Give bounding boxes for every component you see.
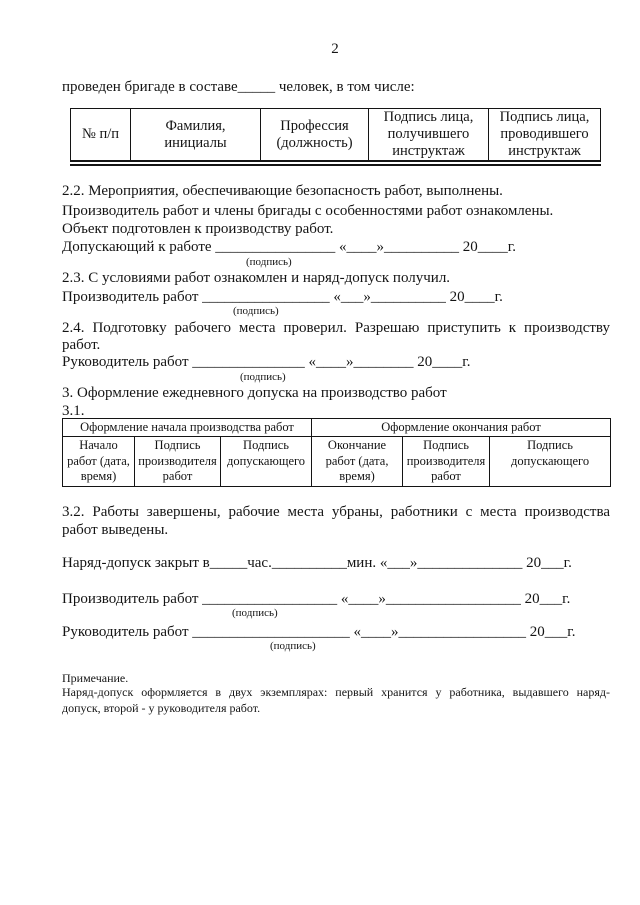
section-3-2-line-2: работ выведены.	[62, 522, 169, 538]
header-cell-profession: Профессия (должность)	[261, 109, 369, 164]
section-2-2-line-2: Производитель работ и члены бригады с особенностями работ ознакомлены.	[62, 203, 554, 219]
intro-line: проведен бригаде в составе_____ человек, в том числе:	[62, 79, 415, 95]
signature-caption: (подпись)	[246, 256, 292, 268]
header-cell-receiver-signature: Подпись лица, получившего инструктаж	[369, 109, 489, 164]
section-2-2-line-1: 2.2. Мероприятия, обеспечивающие безопасность работ, выполнены.	[62, 183, 503, 199]
group-header-start: Оформление начала производства работ	[63, 419, 312, 437]
header-cell-end-admitting-signature: Подпись допускающего	[490, 437, 611, 487]
header-cell-start-datetime: Начало работ (дата, время)	[63, 437, 135, 487]
note-line-2: допуск, второй - у руководителя работ.	[62, 701, 261, 715]
header-cell-number: № п/п	[71, 109, 131, 164]
header-cell-start-admitting-signature: Подпись допускающего	[221, 437, 312, 487]
header-cell-end-producer-signature: Подпись производителя работ	[403, 437, 490, 487]
manager-signature-line: Руководитель работ _______________ «____»________ 20____г.	[62, 354, 471, 370]
header-cell-name: Фамилия, инициалы	[131, 109, 261, 164]
group-header-end: Оформление окончания работ	[312, 419, 611, 437]
section-3-title: 3. Оформление ежедневного допуска на производство работ	[62, 385, 447, 401]
signature-caption: (подпись)	[240, 371, 286, 383]
briefing-table-header-row	[71, 109, 601, 164]
section-2-3-title: 2.3. С условиями работ ознакомлен и наряд-допуск получил.	[62, 270, 451, 286]
daily-table-group-header-row	[63, 419, 611, 437]
header-cell-instructor-signature: Подпись лица, проводившего инструктаж	[489, 109, 601, 164]
section-3-1-label: 3.1.	[62, 403, 85, 419]
section-3-2-line-1: 3.2. Работы завершены, рабочие места убраны, работники с места производства	[62, 504, 610, 520]
header-cell-start-producer-signature: Подпись производителя работ	[135, 437, 221, 487]
daily-table-header-row	[63, 437, 611, 487]
final-manager-signature-line: Руководитель работ _____________________ «____»_________________ 20___г.	[62, 624, 576, 640]
daily-admission-table	[62, 418, 611, 487]
section-2-2-line-3: Объект подготовлен к производству работ.	[62, 221, 334, 237]
note-title: Примечание.	[62, 671, 129, 685]
header-cell-end-datetime: Окончание работ (дата, время)	[312, 437, 403, 487]
note-line-1: Наряд-допуск оформляется в двух экземплярах: первый хранится у работника, выдавшего наряд-	[62, 685, 610, 699]
section-2-4-line-1: 2.4. Подготовку рабочего места проверил. Разрешаю приступить к производству	[62, 320, 610, 336]
signature-caption: (подпись)	[270, 640, 316, 652]
briefing-table	[70, 108, 601, 166]
page-number: 2	[331, 41, 339, 57]
signature-caption: (подпись)	[233, 305, 279, 317]
producer-signature-line: Производитель работ _________________ «___»__________ 20____г.	[62, 289, 503, 305]
signature-caption: (подпись)	[232, 607, 278, 619]
section-2-4-line-2: работ.	[62, 337, 101, 353]
permit-closed-line: Наряд-допуск закрыт в_____час.__________мин. «___»______________ 20___г.	[62, 555, 572, 571]
admitting-signature-line: Допускающий к работе ________________ «____»__________ 20____г.	[62, 239, 516, 255]
final-producer-signature-line: Производитель работ __________________ «____»__________________ 20___г.	[62, 591, 571, 607]
